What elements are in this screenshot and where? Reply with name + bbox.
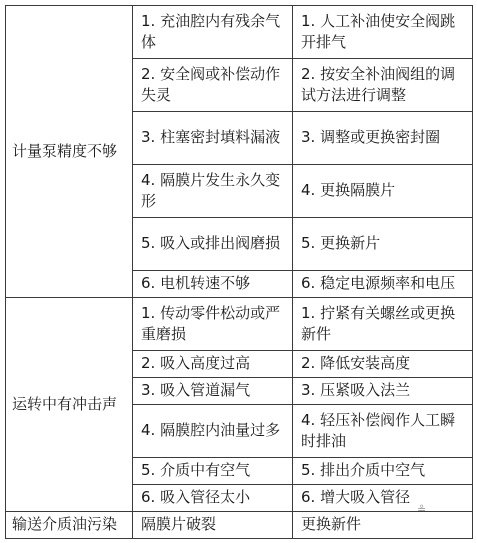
remedy-cell: 1. 人工补油使安全阀跳开排气	[293, 6, 473, 59]
fault-cell: 计量泵精度不够	[6, 6, 133, 298]
cause-cell: 5. 介质中有空气	[133, 458, 293, 485]
remedy-cell: 6. 稳定电源频率和电压	[293, 271, 473, 298]
cause-cell: 6. 吸入管径太小	[133, 485, 293, 512]
remedy-cell: 更换新件	[293, 512, 473, 539]
remedy-cell: 6. 增大吸入管径	[293, 485, 473, 512]
remedy-cell: 5. 更换新片	[293, 218, 473, 271]
cause-cell: 2. 吸入高度过高	[133, 351, 293, 378]
cause-cell: 6. 电机转速不够	[133, 271, 293, 298]
remedy-cell: 3. 调整或更换密封圈	[293, 112, 473, 165]
table-row	[6, 512, 473, 539]
cause-cell: 4. 隔膜片发生永久变形	[133, 165, 293, 218]
remedy-cell: 4. 更换隔膜片	[293, 165, 473, 218]
cause-cell: 1. 充油腔内有残余气体	[133, 6, 293, 59]
fault-cell: 输送介质油污染	[6, 512, 133, 539]
fault-table	[5, 5, 473, 539]
cause-cell: 5. 吸入或排出阀磨损	[133, 218, 293, 271]
watermark-mark: ≗	[417, 503, 427, 516]
cause-cell: 3. 柱塞密封填料漏液	[133, 112, 293, 165]
remedy-cell: 5. 排出介质中空气	[293, 458, 473, 485]
remedy-cell: 4. 轻压补偿阀作人工瞬时排油	[293, 405, 473, 458]
remedy-cell: 2. 按安全补油阀组的调试方法进行调整	[293, 59, 473, 112]
remedy-cell: 1. 拧紧有关螺丝或更换新件	[293, 298, 473, 351]
table-row	[6, 298, 473, 351]
cause-cell: 隔膜片破裂	[133, 512, 293, 539]
table-row	[6, 6, 473, 59]
cause-cell: 3. 吸入管道漏气	[133, 378, 293, 405]
cause-cell: 4. 隔膜腔内油量过多	[133, 405, 293, 458]
remedy-cell: 2. 降低安装高度	[293, 351, 473, 378]
fault-cell: 运转中有冲击声	[6, 298, 133, 512]
remedy-cell: 3. 压紧吸入法兰	[293, 378, 473, 405]
cause-cell: 1. 传动零件松动或严重磨损	[133, 298, 293, 351]
cause-cell: 2. 安全阀或补偿动作失灵	[133, 59, 293, 112]
